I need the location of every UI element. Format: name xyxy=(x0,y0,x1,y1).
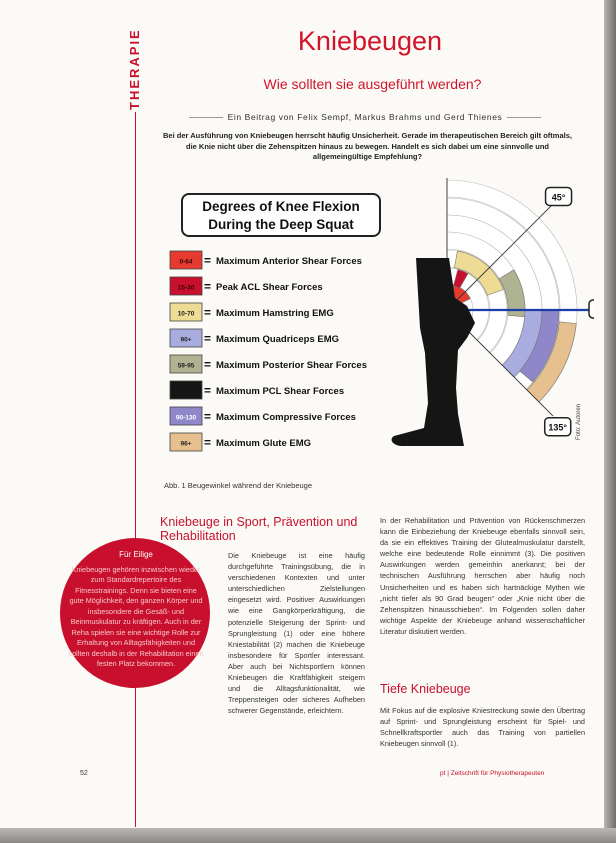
legend xyxy=(170,251,367,451)
body-column-right: In der Rehabilitation und Prävention von Rückenschmerzen kann die Einbeziehung der Kniebeuge ebenfalls sinnvoll sein, da sie ein effektives Training der Glutealmuskulatur darstellt, welche eine bedeutende Rolle einnimmt (3). Die positiven Auswirkungen werden gemeinhin anerkannt; bei der technischen Ausführung herrschen aber häufig noch Unsicherheiten und es haben sich hartnäckige Mythen wie „nicht tiefer als 90 Grad beugen“ oder „Knie nicht über die Zehenspitzen hinausschieben“. Im Folgenden sollen daher wichtige Aspekte der Kniebeuge anhand wissenschaftlicher Literatur diskutiert werden. xyxy=(380,516,585,636)
section-tag: THERAPIE xyxy=(127,28,142,110)
flexion-arc-rings xyxy=(447,178,594,416)
quick-read-body: Kniebeugen gehören inzwischen wieder zum Standardrepertoire des Fitnesstrainings. Denn sie bieten eine gute Möglichkeit, den ganzen Körper und insbesondere die Gesäß- und Beinmuskulatur zu kräftigen. Auch in der Reha spielen sie eine wichtige Rolle zur Erhaltung von Alltagsfähigkeiten und sollten deshalb in der Rehabilitation einen festen Platz bekommen. xyxy=(68,564,204,668)
figure-title-box xyxy=(182,194,380,236)
section-heading-sport: Kniebeuge in Sport, Prävention und Rehabilitation xyxy=(160,515,358,543)
quick-read-heading: Für Eilige xyxy=(119,550,153,559)
legend-label: Maximum Anterior Shear Forces xyxy=(216,256,362,267)
knee-flexion-figure xyxy=(162,178,594,483)
legend-label: Maximum Quadriceps EMG xyxy=(216,334,340,345)
angle-label xyxy=(545,418,571,436)
angle-label xyxy=(546,187,572,205)
legend-equals: = xyxy=(204,409,212,424)
figure-caption: Abb. 1 Beugewinkel während der Kniebeuge xyxy=(164,481,313,490)
angle-label xyxy=(589,300,594,318)
photo-credit: Foto: Autoren xyxy=(576,403,582,440)
legend-item xyxy=(170,355,367,373)
body-paragraph: Die Kniebeuge ist eine häufig durchgeführte Trainingsübung, die in verschiedenen Kontexten und unter unterschiedlichen Zielstellungen eingesetzt wird. Positiver Auswirkungen wie eine Gangkörperkräftigung, die potenzielle Steigerung der Sprint- und Sprungleistung (1) oder eine höhere Kniestabilität (2) machen die Kniebeuge insbesondere für Sportler interessant. Aber auch bei Nichtsportlern können Kniebeugen die Kraftfähigkeit steigern und die Alltagsfunktionalität, wie Treppensteigen oder sicheres Aufheben schwerer Gegenstände, erleichtern. xyxy=(228,551,365,716)
legend-item xyxy=(170,303,334,321)
legend-label: Maximum Compressive Forces xyxy=(216,412,356,423)
legend-label: Maximum Glute EMG xyxy=(216,438,312,449)
angle-label-text: 135° xyxy=(548,422,568,433)
legend-equals: = xyxy=(204,435,212,450)
legend-label: Maximum Posterior Shear Forces xyxy=(216,360,367,371)
article-title: Kniebeugen xyxy=(297,26,443,56)
legend-range: 59-95 xyxy=(177,362,195,370)
legend-range: 90+ xyxy=(180,336,192,344)
byline: Ein Beitrag von Felix Sempf, Markus Brahms und Gerd Thienes xyxy=(160,112,570,122)
legend-equals: = xyxy=(204,357,212,372)
quick-read-text xyxy=(68,550,204,670)
legend-equals: = xyxy=(204,305,212,320)
legend-item xyxy=(170,277,323,295)
journal-footer: pt | Zeitschrift für Physiotherapeuten xyxy=(440,770,545,777)
page-bottom-shadow xyxy=(0,828,616,843)
legend-label: Peak ACL Shear Forces xyxy=(216,282,323,293)
legend-range: 90-130 xyxy=(175,414,197,422)
legend-item xyxy=(170,433,311,451)
legend-label: Maximum PCL Shear Forces xyxy=(216,386,345,397)
legend-equals: = xyxy=(204,253,212,268)
angle-label-box xyxy=(589,300,594,318)
figure-title-line2: During the Deep Squat xyxy=(208,217,354,232)
body-paragraph-tiefe: Mit Fokus auf die explosive Kniestreckung sowie den Übertrag auf Sprint- und Sprungleistung erscheint für Spiel- und Schnellkraftsportler auch das Training von partiellen Kniebeugen sinnvoll (1). xyxy=(380,706,585,749)
legend-range: 96+ xyxy=(180,440,192,448)
article-subtitle: Wie sollten sie ausgeführt werden? xyxy=(263,76,482,92)
legend-range: 0-64 xyxy=(179,258,193,266)
page-number: 52 xyxy=(80,770,88,777)
legend-item xyxy=(170,407,356,425)
legend-equals: = xyxy=(204,383,212,398)
legend-label: Maximum Hamstring EMG xyxy=(216,308,334,319)
legend-range: 15-30 xyxy=(177,284,195,292)
figure-title-line1: Degrees of Knee Flexion xyxy=(202,199,360,214)
legend-equals: = xyxy=(204,331,212,346)
page-edge-shadow xyxy=(604,0,616,843)
legend-item xyxy=(170,329,339,347)
legend-item xyxy=(170,251,362,269)
legend-range: 10-70 xyxy=(177,310,195,318)
legend-swatch xyxy=(170,381,202,399)
legend-item xyxy=(170,381,344,399)
angle-label-text: 45° xyxy=(551,192,566,203)
lead-paragraph: Bei der Ausführung von Kniebeugen herrscht häufig Unsicherheit. Gerade im therapeutischen Bereich gilt oftmals, die Knie nicht über die Zehenspitzen hinaus zu bewegen. Handelt es sich dabei um eine sinnvolle und allgemeingültige Empfehlung? xyxy=(163,131,572,161)
section-divider-line xyxy=(135,112,136,827)
section-heading-tiefe: Tiefe Kniebeuge xyxy=(380,682,471,696)
legend-equals: = xyxy=(204,279,212,294)
